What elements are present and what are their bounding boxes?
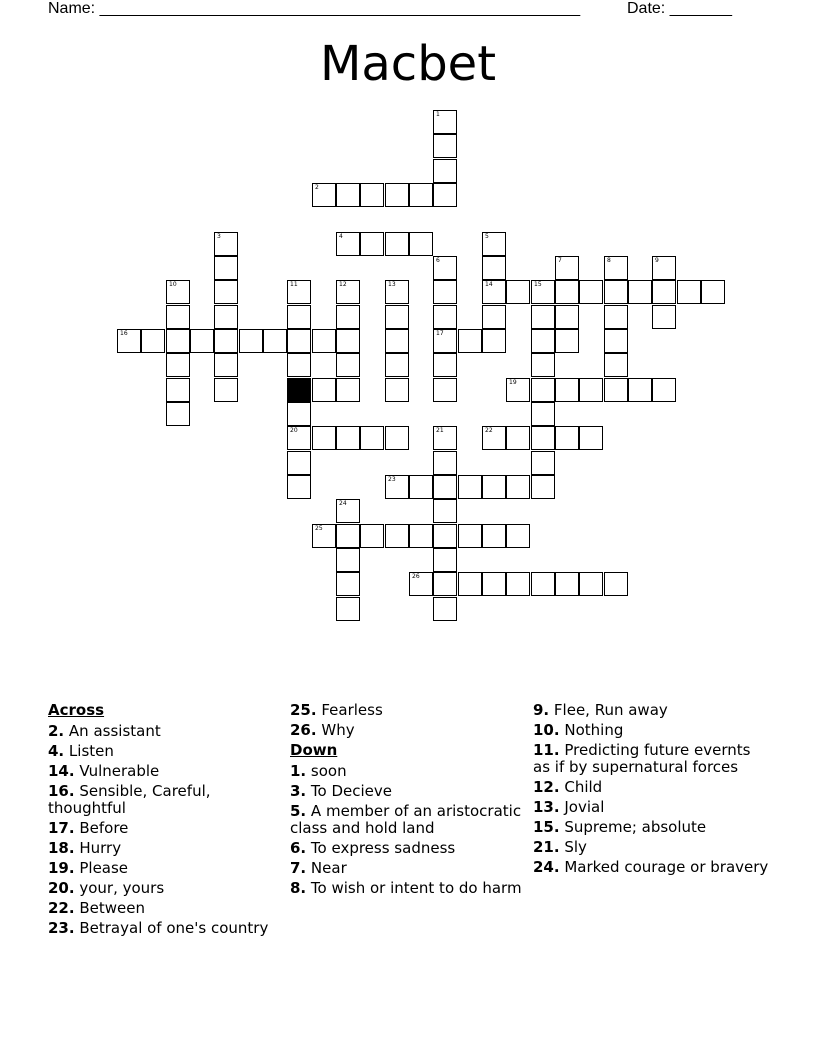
cell-number: 25 <box>315 525 323 532</box>
crossword-cell[interactable] <box>531 572 555 596</box>
cell-number: 16 <box>120 330 128 337</box>
crossword-cell[interactable] <box>506 280 530 304</box>
crossword-cell[interactable] <box>214 232 238 256</box>
page-title: Macbet <box>319 36 497 92</box>
crossword-cell[interactable] <box>433 475 457 499</box>
crossword-cell[interactable] <box>458 572 482 596</box>
crossword-cell[interactable] <box>555 305 579 329</box>
crossword-cell[interactable] <box>531 475 555 499</box>
date-field-label: Date: _______ <box>627 0 732 17</box>
crossword-cell[interactable] <box>166 378 190 402</box>
crossword-cell[interactable] <box>433 572 457 596</box>
crossword-cell[interactable] <box>604 378 628 402</box>
clue-down-7: 7. Near <box>290 859 347 877</box>
crossword-cell[interactable] <box>604 329 628 353</box>
crossword-cell[interactable] <box>166 353 190 377</box>
crossword-cell[interactable] <box>531 353 555 377</box>
cell-number: 3 <box>217 233 221 240</box>
crossword-cell[interactable] <box>531 402 555 426</box>
crossword-cell[interactable] <box>336 378 360 402</box>
crossword-cell[interactable] <box>385 426 409 450</box>
crossword-cell[interactable] <box>433 110 457 134</box>
crossword-cell[interactable] <box>506 426 530 450</box>
crossword-cell[interactable] <box>166 402 190 426</box>
clue-column-2 <box>290 702 526 900</box>
crossword-cell[interactable] <box>336 353 360 377</box>
clue-down-13: 13. Jovial <box>533 798 605 816</box>
cell-number: 22 <box>485 427 493 434</box>
crossword-cell[interactable] <box>433 378 457 402</box>
crossword-cell[interactable] <box>336 183 360 207</box>
crossword-cell[interactable] <box>482 280 506 304</box>
crossword-cell[interactable] <box>336 232 360 256</box>
clue-across-23: 23. Betrayal of one's country <box>48 919 269 937</box>
crossword-cell[interactable] <box>458 329 482 353</box>
crossword-cell[interactable] <box>287 475 311 499</box>
clue-across-22: 22. Between <box>48 899 145 917</box>
crossword-cell[interactable] <box>433 524 457 548</box>
crossword-cell[interactable] <box>287 280 311 304</box>
crossword-cell[interactable] <box>287 402 311 426</box>
crossword-cell[interactable] <box>336 329 360 353</box>
crossword-cell[interactable] <box>652 378 676 402</box>
crossword-cell[interactable] <box>506 572 530 596</box>
clue-down-15: 15. Supreme; absolute <box>533 818 707 836</box>
crossword-cell[interactable] <box>531 378 555 402</box>
crossword-cell[interactable] <box>628 280 652 304</box>
crossword-cell[interactable] <box>336 280 360 304</box>
crossword-cell[interactable] <box>141 329 165 353</box>
down-heading: Down <box>290 741 338 759</box>
crossword-cell[interactable] <box>482 256 506 280</box>
cell-number: 4 <box>339 233 343 240</box>
crossword-cell[interactable] <box>433 329 457 353</box>
crossword-cell[interactable] <box>555 572 579 596</box>
crossword-cell[interactable] <box>652 256 676 280</box>
cell-number: 7 <box>558 257 562 264</box>
cell-number: 6 <box>436 257 440 264</box>
crossword-cell[interactable] <box>555 329 579 353</box>
crossword-cell[interactable] <box>652 280 676 304</box>
cell-number: 23 <box>388 476 396 483</box>
crossword-cell[interactable] <box>482 232 506 256</box>
crossword-cell[interactable] <box>385 353 409 377</box>
crossword-cell[interactable] <box>385 305 409 329</box>
cell-number: 24 <box>339 500 347 507</box>
crossword-cell[interactable] <box>166 329 190 353</box>
cell-number: 17 <box>436 330 444 337</box>
clue-down-10: 10. Nothing <box>533 721 624 739</box>
crossword-cell[interactable] <box>433 280 457 304</box>
crossword-cell[interactable] <box>433 426 457 450</box>
crossword-cell[interactable] <box>433 305 457 329</box>
crossword-cell[interactable] <box>482 524 506 548</box>
crossword-cell[interactable] <box>214 353 238 377</box>
crossword-cell[interactable] <box>555 256 579 280</box>
crossword-cell[interactable] <box>433 499 457 523</box>
crossword-cell[interactable] <box>579 426 603 450</box>
crossword-cell[interactable] <box>433 451 457 475</box>
cell-number: 20 <box>290 427 298 434</box>
crossword-cell[interactable] <box>336 572 360 596</box>
crossword-cell[interactable] <box>506 378 530 402</box>
crossword-cell[interactable] <box>385 475 409 499</box>
crossword-cell[interactable] <box>312 329 336 353</box>
crossword-cell[interactable] <box>433 353 457 377</box>
crossword-cell[interactable] <box>287 329 311 353</box>
clue-across-25: 25. Fearless <box>290 701 383 719</box>
crossword-cell[interactable] <box>409 475 433 499</box>
crossword-cell[interactable] <box>312 378 336 402</box>
crossword-black-cell <box>287 378 311 402</box>
cell-number: 8 <box>607 257 611 264</box>
crossword-cell[interactable] <box>312 524 336 548</box>
crossword-cell[interactable] <box>628 378 652 402</box>
clue-down-6: 6. To express sadness <box>290 839 456 857</box>
crossword-cell[interactable] <box>482 426 506 450</box>
clue-across-14: 14. Vulnerable <box>48 762 160 780</box>
crossword-cell[interactable] <box>360 426 384 450</box>
crossword-cell[interactable] <box>652 305 676 329</box>
crossword-cell[interactable] <box>409 524 433 548</box>
crossword-cell[interactable] <box>506 524 530 548</box>
clue-down-24: 24. Marked courage or bravery <box>533 858 769 876</box>
crossword-cell[interactable] <box>433 159 457 183</box>
cell-number: 15 <box>534 281 542 288</box>
crossword-cell[interactable] <box>701 280 725 304</box>
cell-number: 2 <box>315 184 319 191</box>
crossword-cell[interactable] <box>604 572 628 596</box>
crossword-cell[interactable] <box>604 305 628 329</box>
crossword-cell[interactable] <box>385 329 409 353</box>
clue-column-3 <box>533 702 769 879</box>
crossword-cell[interactable] <box>531 451 555 475</box>
crossword-cell[interactable] <box>312 426 336 450</box>
crossword-cell[interactable] <box>360 183 384 207</box>
clue-across-19: 19. Please <box>48 859 129 877</box>
crossword-cell[interactable] <box>117 329 141 353</box>
crossword-cell[interactable] <box>409 572 433 596</box>
crossword-cell[interactable] <box>531 280 555 304</box>
clue-down-5: 5. A member of an aristocratic class and hold land <box>290 802 522 837</box>
crossword-cell[interactable] <box>360 232 384 256</box>
crossword-cell[interactable] <box>409 183 433 207</box>
clue-down-9: 9. Flee, Run away <box>533 701 668 719</box>
crossword-cell[interactable] <box>555 280 579 304</box>
cell-number: 12 <box>339 281 347 288</box>
cell-number: 1 <box>436 111 440 118</box>
crossword-cell[interactable] <box>433 134 457 158</box>
crossword-cell[interactable] <box>531 426 555 450</box>
crossword-cell[interactable] <box>166 280 190 304</box>
clue-across-4: 4. Listen <box>48 742 114 760</box>
cell-number: 21 <box>436 427 444 434</box>
cell-number: 11 <box>290 281 298 288</box>
crossword-cell[interactable] <box>531 305 555 329</box>
crossword-cell[interactable] <box>385 280 409 304</box>
crossword-cell[interactable] <box>312 183 336 207</box>
crossword-cell[interactable] <box>482 305 506 329</box>
crossword-cell[interactable] <box>385 183 409 207</box>
crossword-cell[interactable] <box>433 183 457 207</box>
name-field-label: Name: ______________________________________________________ <box>48 0 581 17</box>
crossword-cell[interactable] <box>604 280 628 304</box>
crossword-cell[interactable] <box>287 426 311 450</box>
cell-number: 9 <box>655 257 659 264</box>
crossword-cell[interactable] <box>458 475 482 499</box>
cell-number: 14 <box>485 281 493 288</box>
clue-across-18: 18. Hurry <box>48 839 122 857</box>
crossword-cell[interactable] <box>506 475 530 499</box>
crossword-cell[interactable] <box>336 524 360 548</box>
crossword-cell[interactable] <box>239 329 263 353</box>
clue-down-12: 12. Child <box>533 778 603 796</box>
crossword-cell[interactable] <box>433 256 457 280</box>
crossword-cell[interactable] <box>190 329 214 353</box>
crossword-cell[interactable] <box>287 305 311 329</box>
clue-down-21: 21. Sly <box>533 838 587 856</box>
crossword-cell[interactable] <box>214 280 238 304</box>
clue-across-2: 2. An assistant <box>48 722 161 740</box>
crossword-cell[interactable] <box>604 353 628 377</box>
crossword-cell[interactable] <box>287 353 311 377</box>
crossword-cell[interactable] <box>336 499 360 523</box>
crossword-cell[interactable] <box>336 548 360 572</box>
crossword-cell[interactable] <box>579 280 603 304</box>
crossword-cell[interactable] <box>555 378 579 402</box>
crossword-cell[interactable] <box>214 305 238 329</box>
clue-across-20: 20. your, yours <box>48 879 165 897</box>
across-heading: Across <box>48 701 105 719</box>
crossword-cell[interactable] <box>336 597 360 621</box>
crossword-cell[interactable] <box>214 378 238 402</box>
crossword-cell[interactable] <box>531 329 555 353</box>
crossword-cell[interactable] <box>555 426 579 450</box>
crossword-cell[interactable] <box>287 451 311 475</box>
clue-down-8: 8. To wish or intent to do harm <box>290 879 522 897</box>
clue-down-11: 11. Predicting future evernts as if by supernatural forces <box>533 741 751 776</box>
crossword-cell[interactable] <box>604 256 628 280</box>
crossword-cell[interactable] <box>360 524 384 548</box>
crossword-cell[interactable] <box>336 426 360 450</box>
crossword-cell[interactable] <box>579 572 603 596</box>
crossword-cell[interactable] <box>433 597 457 621</box>
cell-number: 19 <box>509 379 517 386</box>
crossword-cell[interactable] <box>482 329 506 353</box>
crossword-cell[interactable] <box>214 256 238 280</box>
crossword-cell[interactable] <box>579 378 603 402</box>
crossword-cell[interactable] <box>482 572 506 596</box>
crossword-cell[interactable] <box>385 378 409 402</box>
cell-number: 10 <box>169 281 177 288</box>
crossword-cell[interactable] <box>458 524 482 548</box>
cell-number: 13 <box>388 281 396 288</box>
clue-across-16: 16. Sensible, Careful, thoughtful <box>48 782 211 817</box>
crossword-cell[interactable] <box>263 329 287 353</box>
crossword-cell[interactable] <box>336 305 360 329</box>
clue-down-3: 3. To Decieve <box>290 782 393 800</box>
crossword-cell[interactable] <box>214 329 238 353</box>
crossword-cell[interactable] <box>482 475 506 499</box>
clue-across-26: 26. Why <box>290 721 355 739</box>
cell-number: 26 <box>412 573 420 580</box>
crossword-cell[interactable] <box>385 524 409 548</box>
crossword-cell[interactable] <box>409 232 433 256</box>
crossword-cell[interactable] <box>166 305 190 329</box>
crossword-cell[interactable] <box>677 280 701 304</box>
crossword-cell[interactable] <box>385 232 409 256</box>
cell-number: 5 <box>485 233 489 240</box>
clue-down-1: 1. soon <box>290 762 347 780</box>
clue-across-17: 17. Before <box>48 819 129 837</box>
clue-column-1 <box>48 702 284 940</box>
crossword-cell[interactable] <box>433 548 457 572</box>
